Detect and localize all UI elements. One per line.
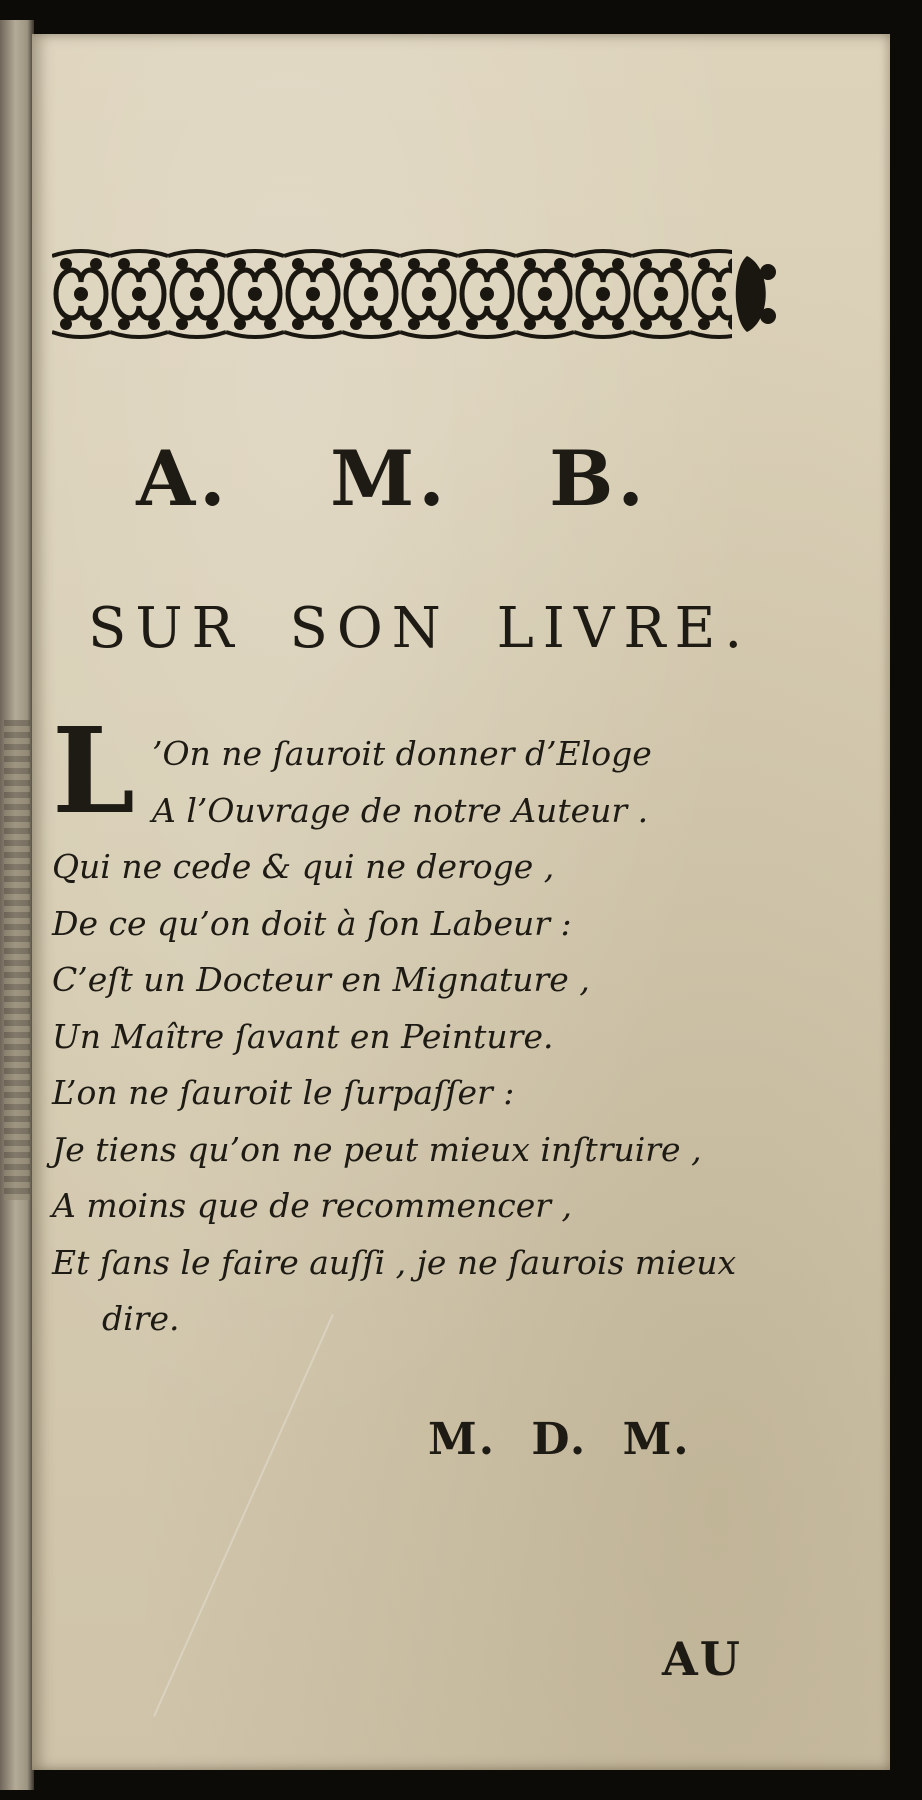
paper-crease — [153, 1314, 334, 1717]
poem-line: ’On ne ſauroit donner d’Eloge — [152, 734, 652, 773]
facing-page-illustration-bleed — [4, 720, 30, 1200]
heading-title: SUR SON LIVRE. — [88, 596, 752, 661]
poem-line: Je tiens qu’on ne peut mieux inſtruire , — [52, 1129, 702, 1169]
poem-line: A l’Ouvrage de notre Auteur . — [152, 790, 649, 830]
book-page — [32, 34, 890, 1770]
facing-page-edge — [0, 20, 34, 1790]
drop-cap: L — [52, 701, 135, 840]
poem — [52, 726, 822, 1348]
signature: M. D. M. — [428, 1414, 691, 1465]
poem-line: dire. — [102, 1299, 180, 1338]
poem-line: De ce qu’on doit à ſon Labeur : — [52, 903, 572, 943]
poem-line: L’on ne ſauroit le ſurpaſſer : — [52, 1073, 515, 1112]
poem-line: Et ſans le faire auſſi , je ne ſaurois mieux — [52, 1242, 737, 1282]
poem-line: Qui ne cede & qui ne deroge , — [52, 847, 555, 886]
catchword: AU — [662, 1632, 742, 1686]
ornament-band — [52, 248, 782, 340]
poem-line: A moins que de recommencer , — [52, 1186, 573, 1225]
poem-line: C’eſt un Docteur en Mignature , — [52, 960, 590, 999]
heading-initials: A. M. B. — [136, 434, 648, 523]
poem-line: Un Maître ſavant en Peinture. — [52, 1016, 554, 1056]
